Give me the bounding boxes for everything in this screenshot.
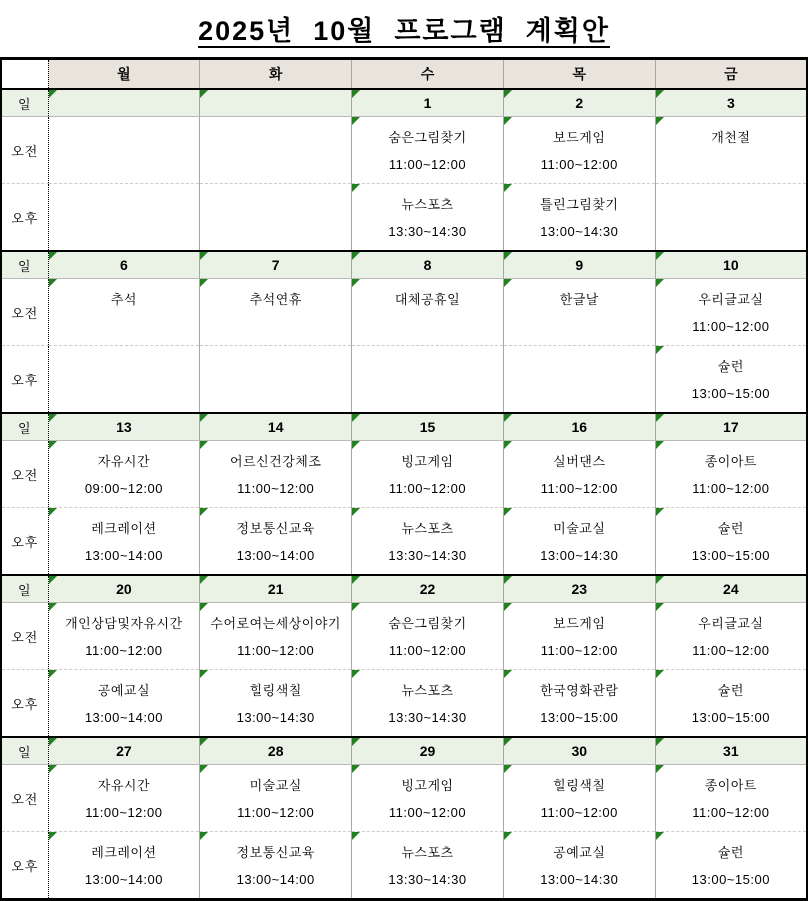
weekday-header-wed: 수 bbox=[352, 59, 504, 90]
program-cell[interactable] bbox=[48, 117, 200, 184]
day-number-cell[interactable] bbox=[655, 413, 807, 441]
row-label-day: 일 bbox=[1, 575, 48, 603]
program-name: 정보통신교육 bbox=[236, 845, 315, 860]
program-name: 레크레이션 bbox=[91, 845, 157, 860]
program-time: 11:00~12:00 bbox=[692, 319, 770, 334]
program-name: 한국영화관람 bbox=[540, 683, 619, 698]
week-1-afternoon-row bbox=[1, 184, 807, 252]
program-name: 슐런 bbox=[717, 521, 744, 536]
row-label-afternoon: 오후 bbox=[1, 346, 48, 414]
comment-marker-icon bbox=[200, 414, 208, 422]
program-cell[interactable] bbox=[503, 346, 655, 414]
program-cell[interactable] bbox=[503, 184, 655, 252]
comment-marker-icon bbox=[49, 414, 57, 422]
program-name: 보드게임 bbox=[553, 130, 606, 145]
program-time: 13:00~14:30 bbox=[540, 872, 619, 887]
program-time: 11:00~12:00 bbox=[692, 481, 770, 496]
week-2-morning-row bbox=[1, 279, 807, 346]
comment-marker-icon bbox=[49, 252, 57, 260]
program-name: 미술교실 bbox=[249, 778, 302, 793]
program-name: 뉴스포츠 bbox=[401, 845, 454, 860]
program-time: 11:00~12:00 bbox=[540, 481, 618, 496]
page-title bbox=[0, 0, 808, 57]
program-time: 11:00~12:00 bbox=[388, 805, 467, 820]
comment-marker-icon bbox=[49, 670, 57, 678]
comment-marker-icon bbox=[656, 414, 664, 422]
program-cell[interactable] bbox=[48, 832, 200, 900]
program-name: 정보통신교육 bbox=[236, 521, 315, 536]
program-cell[interactable] bbox=[655, 279, 807, 346]
program-time: 11:00~12:00 bbox=[692, 643, 770, 658]
program-cell[interactable] bbox=[503, 441, 655, 508]
program-name: 종이아트 bbox=[704, 778, 757, 793]
week-4-morning-row bbox=[1, 603, 807, 670]
weekday-header-fri: 금 bbox=[655, 59, 807, 90]
day-number-cell[interactable] bbox=[48, 575, 200, 603]
comment-marker-icon bbox=[352, 832, 360, 840]
comment-marker-icon bbox=[49, 603, 57, 611]
day-number: 30 bbox=[571, 743, 588, 759]
program-cell[interactable] bbox=[655, 117, 807, 184]
day-number: 27 bbox=[116, 743, 132, 759]
program-cell[interactable] bbox=[655, 346, 807, 414]
row-label-afternoon: 오후 bbox=[1, 184, 48, 252]
program-name: 뉴스포츠 bbox=[401, 197, 454, 212]
day-number: 24 bbox=[723, 581, 739, 597]
program-time: 13:30~14:30 bbox=[388, 224, 467, 239]
program-time: 11:00~12:00 bbox=[388, 481, 467, 496]
program-time: 13:30~14:30 bbox=[388, 548, 467, 563]
day-number: 6 bbox=[120, 257, 128, 273]
comment-marker-icon bbox=[656, 765, 664, 773]
comment-marker-icon bbox=[352, 184, 360, 192]
comment-marker-icon bbox=[504, 184, 512, 192]
program-time: 13:00~15:00 bbox=[691, 548, 770, 563]
program-name: 추석 bbox=[110, 292, 137, 307]
program-time: 11:00~12:00 bbox=[388, 643, 467, 658]
day-number-cell[interactable] bbox=[655, 89, 807, 117]
program-time: 13:30~14:30 bbox=[388, 710, 467, 725]
comment-marker-icon bbox=[656, 90, 664, 98]
program-time: 11:00~12:00 bbox=[85, 805, 163, 820]
day-number: 31 bbox=[723, 743, 739, 759]
weekday-header-row bbox=[1, 59, 807, 90]
comment-marker-icon bbox=[352, 576, 360, 584]
program-name: 슐런 bbox=[717, 845, 744, 860]
week-2-day-row bbox=[1, 251, 807, 279]
program-cell[interactable] bbox=[503, 603, 655, 670]
row-label-morning: 오전 bbox=[1, 117, 48, 184]
day-number: 7 bbox=[271, 257, 280, 273]
program-name: 종이아트 bbox=[704, 454, 757, 469]
program-name: 자유시간 bbox=[97, 778, 151, 793]
program-cell[interactable] bbox=[48, 765, 200, 832]
program-time: 11:00~12:00 bbox=[237, 805, 315, 820]
program-cell[interactable] bbox=[503, 279, 655, 346]
day-number: 3 bbox=[726, 95, 735, 111]
comment-marker-icon bbox=[656, 832, 664, 840]
comment-marker-icon bbox=[504, 90, 512, 98]
week-5-afternoon-row bbox=[1, 832, 807, 900]
program-cell[interactable] bbox=[200, 441, 352, 508]
comment-marker-icon bbox=[49, 765, 57, 773]
comment-marker-icon bbox=[200, 765, 208, 773]
program-cell[interactable] bbox=[48, 346, 200, 414]
program-name: 뉴스포츠 bbox=[401, 521, 454, 536]
comment-marker-icon bbox=[49, 90, 57, 98]
program-cell[interactable] bbox=[48, 603, 200, 670]
day-number: 2 bbox=[575, 95, 584, 111]
program-name: 우리글교실 bbox=[698, 616, 764, 631]
comment-marker-icon bbox=[504, 832, 512, 840]
program-time: 13:00~14:00 bbox=[84, 872, 163, 887]
day-number: 29 bbox=[419, 743, 436, 759]
program-time: 13:00~14:30 bbox=[540, 224, 619, 239]
row-label-afternoon: 오후 bbox=[1, 670, 48, 738]
comment-marker-icon bbox=[656, 117, 664, 125]
program-cell[interactable] bbox=[48, 441, 200, 508]
comment-marker-icon bbox=[504, 117, 512, 125]
comment-marker-icon bbox=[656, 738, 664, 746]
day-number: 16 bbox=[571, 419, 588, 435]
comment-marker-icon bbox=[200, 441, 208, 449]
comment-marker-icon bbox=[656, 441, 664, 449]
program-name: 자유시간 bbox=[97, 454, 151, 469]
program-name: 공예교실 bbox=[97, 683, 151, 698]
program-cell[interactable] bbox=[200, 346, 352, 414]
program-cell[interactable] bbox=[200, 279, 352, 346]
program-time: 13:00~14:30 bbox=[236, 710, 315, 725]
program-cell[interactable] bbox=[655, 184, 807, 252]
program-name: 추석연휴 bbox=[249, 292, 302, 307]
program-cell[interactable] bbox=[48, 670, 200, 738]
week-2-afternoon-row bbox=[1, 346, 807, 414]
day-number-cell[interactable] bbox=[655, 251, 807, 279]
comment-marker-icon bbox=[200, 670, 208, 678]
day-number: 1 bbox=[423, 95, 432, 111]
comment-marker-icon bbox=[352, 738, 360, 746]
comment-marker-icon bbox=[504, 414, 512, 422]
comment-marker-icon bbox=[352, 252, 360, 260]
comment-marker-icon bbox=[504, 576, 512, 584]
day-number-cell[interactable] bbox=[48, 413, 200, 441]
program-cell[interactable] bbox=[48, 184, 200, 252]
program-cell[interactable] bbox=[655, 508, 807, 576]
row-label-morning: 오전 bbox=[1, 765, 48, 832]
row-label-morning: 오전 bbox=[1, 603, 48, 670]
comment-marker-icon bbox=[656, 576, 664, 584]
comment-marker-icon bbox=[504, 603, 512, 611]
day-number-cell[interactable] bbox=[48, 89, 200, 117]
program-time: 11:00~12:00 bbox=[85, 643, 163, 658]
calendar-table bbox=[0, 57, 808, 901]
program-name: 뉴스포츠 bbox=[401, 683, 454, 698]
program-cell[interactable] bbox=[503, 670, 655, 738]
comment-marker-icon bbox=[656, 603, 664, 611]
comment-marker-icon bbox=[200, 279, 208, 287]
comment-marker-icon bbox=[200, 252, 208, 260]
comment-marker-icon bbox=[352, 90, 360, 98]
program-cell[interactable] bbox=[352, 765, 504, 832]
day-number-cell[interactable] bbox=[200, 737, 352, 765]
weekday-header-tue: 화 bbox=[200, 59, 352, 90]
program-cell[interactable] bbox=[200, 508, 352, 576]
program-cell[interactable] bbox=[352, 832, 504, 900]
comment-marker-icon bbox=[352, 670, 360, 678]
week-3-morning-row bbox=[1, 441, 807, 508]
program-cell[interactable] bbox=[352, 279, 504, 346]
program-time: 13:00~15:00 bbox=[691, 710, 770, 725]
week-4-day-row bbox=[1, 575, 807, 603]
program-cell[interactable] bbox=[200, 832, 352, 900]
comment-marker-icon bbox=[352, 117, 360, 125]
day-number: 15 bbox=[419, 419, 436, 435]
program-time: 11:00~12:00 bbox=[388, 157, 467, 172]
program-name: 숨은그림찾기 bbox=[388, 616, 467, 631]
day-number: 14 bbox=[267, 419, 284, 435]
comment-marker-icon bbox=[49, 279, 57, 287]
comment-marker-icon bbox=[352, 414, 360, 422]
day-number-cell[interactable] bbox=[655, 575, 807, 603]
day-number: 22 bbox=[419, 581, 436, 597]
program-name: 실버댄스 bbox=[553, 454, 606, 469]
program-name: 수어로여는세상이야기 bbox=[210, 616, 341, 631]
comment-marker-icon bbox=[352, 765, 360, 773]
comment-marker-icon bbox=[200, 832, 208, 840]
day-number: 13 bbox=[116, 419, 132, 435]
comment-marker-icon bbox=[352, 508, 360, 516]
comment-marker-icon bbox=[49, 441, 57, 449]
comment-marker-icon bbox=[49, 738, 57, 746]
row-label-day: 일 bbox=[1, 251, 48, 279]
comment-marker-icon bbox=[656, 346, 664, 354]
day-number-cell[interactable] bbox=[200, 575, 352, 603]
program-cell[interactable] bbox=[503, 508, 655, 576]
program-name: 빙고게임 bbox=[401, 454, 454, 469]
program-cell[interactable] bbox=[352, 508, 504, 576]
program-time: 11:00~12:00 bbox=[540, 643, 618, 658]
program-cell[interactable] bbox=[503, 832, 655, 900]
comment-marker-icon bbox=[352, 279, 360, 287]
row-label-day: 일 bbox=[1, 737, 48, 765]
program-time: 11:00~12:00 bbox=[237, 643, 315, 658]
comment-marker-icon bbox=[504, 670, 512, 678]
program-time: 13:30~14:30 bbox=[388, 872, 467, 887]
day-number-cell[interactable] bbox=[48, 737, 200, 765]
day-number: 28 bbox=[267, 743, 284, 759]
comment-marker-icon bbox=[200, 603, 208, 611]
comment-marker-icon bbox=[200, 738, 208, 746]
program-name: 빙고게임 bbox=[401, 778, 454, 793]
comment-marker-icon bbox=[504, 279, 512, 287]
program-name: 어르신건강체조 bbox=[229, 454, 322, 469]
program-name: 개천절 bbox=[711, 130, 751, 145]
program-time: 13:00~14:00 bbox=[84, 710, 163, 725]
program-name: 레크레이션 bbox=[91, 521, 157, 536]
day-number-cell[interactable] bbox=[503, 575, 655, 603]
program-name: 공예교실 bbox=[553, 845, 606, 860]
row-label-afternoon: 오후 bbox=[1, 508, 48, 576]
comment-marker-icon bbox=[656, 279, 664, 287]
program-cell[interactable] bbox=[200, 603, 352, 670]
day-number-cell[interactable] bbox=[503, 737, 655, 765]
day-number-cell[interactable] bbox=[503, 413, 655, 441]
comment-marker-icon bbox=[504, 252, 512, 260]
day-number-cell[interactable] bbox=[352, 413, 504, 441]
day-number: 8 bbox=[423, 257, 432, 273]
program-name: 개인상담및자유시간 bbox=[65, 616, 183, 631]
day-number-cell[interactable] bbox=[503, 89, 655, 117]
program-time: 11:00~12:00 bbox=[540, 157, 618, 172]
program-name: 힐링색칠 bbox=[249, 683, 302, 698]
program-time: 13:00~15:00 bbox=[540, 710, 619, 725]
program-cell[interactable] bbox=[200, 117, 352, 184]
program-time: 13:00~14:00 bbox=[84, 548, 163, 563]
day-number: 17 bbox=[723, 419, 739, 435]
program-cell[interactable] bbox=[200, 184, 352, 252]
day-number-cell[interactable] bbox=[200, 251, 352, 279]
day-number: 9 bbox=[575, 257, 584, 273]
week-1-day-row bbox=[1, 89, 807, 117]
program-name: 미술교실 bbox=[553, 521, 606, 536]
page-title-text: 2025년 10월 프로그램 계획안 bbox=[198, 16, 610, 46]
day-number: 10 bbox=[723, 257, 739, 273]
comment-marker-icon bbox=[504, 441, 512, 449]
program-cell[interactable] bbox=[200, 670, 352, 738]
program-time: 11:00~12:00 bbox=[540, 805, 618, 820]
program-cell[interactable] bbox=[352, 184, 504, 252]
program-time: 09:00~12:00 bbox=[84, 481, 163, 496]
day-number: 21 bbox=[267, 581, 284, 597]
row-label-morning: 오전 bbox=[1, 279, 48, 346]
comment-marker-icon bbox=[504, 508, 512, 516]
week-3-afternoon-row bbox=[1, 508, 807, 576]
program-name: 우리글교실 bbox=[698, 292, 764, 307]
program-name: 숨은그림찾기 bbox=[388, 130, 467, 145]
program-cell[interactable] bbox=[655, 832, 807, 900]
row-label-afternoon: 오후 bbox=[1, 832, 48, 900]
comment-marker-icon bbox=[352, 441, 360, 449]
program-cell[interactable] bbox=[48, 279, 200, 346]
program-time: 13:00~15:00 bbox=[691, 386, 770, 401]
program-time: 13:00~15:00 bbox=[691, 872, 770, 887]
program-cell[interactable] bbox=[352, 117, 504, 184]
comment-marker-icon bbox=[49, 576, 57, 584]
program-cell[interactable] bbox=[48, 508, 200, 576]
program-cell[interactable] bbox=[503, 765, 655, 832]
weekday-header-mon: 월 bbox=[48, 59, 200, 90]
comment-marker-icon bbox=[504, 738, 512, 746]
comment-marker-icon bbox=[49, 832, 57, 840]
program-time: 13:00~14:30 bbox=[540, 548, 619, 563]
corner-cell bbox=[1, 59, 48, 90]
program-name: 대체공휴일 bbox=[394, 292, 461, 307]
program-cell[interactable] bbox=[655, 441, 807, 508]
comment-marker-icon bbox=[200, 508, 208, 516]
week-3-day-row bbox=[1, 413, 807, 441]
weekday-header-thu: 목 bbox=[503, 59, 655, 90]
week-1-morning-row bbox=[1, 117, 807, 184]
comment-marker-icon bbox=[504, 765, 512, 773]
comment-marker-icon bbox=[656, 252, 664, 260]
comment-marker-icon bbox=[200, 90, 208, 98]
program-time: 11:00~12:00 bbox=[237, 481, 315, 496]
program-name: 틀린그림찾기 bbox=[540, 197, 619, 212]
program-cell[interactable] bbox=[655, 603, 807, 670]
program-cell[interactable] bbox=[655, 765, 807, 832]
program-time: 13:00~14:00 bbox=[236, 548, 315, 563]
day-number-cell[interactable] bbox=[352, 737, 504, 765]
day-number-cell[interactable] bbox=[48, 251, 200, 279]
day-number-cell[interactable] bbox=[352, 251, 504, 279]
program-cell[interactable] bbox=[200, 765, 352, 832]
day-number-cell[interactable] bbox=[352, 89, 504, 117]
comment-marker-icon bbox=[352, 603, 360, 611]
day-number-cell[interactable] bbox=[655, 737, 807, 765]
day-number-cell[interactable] bbox=[352, 575, 504, 603]
day-number-cell[interactable] bbox=[200, 413, 352, 441]
week-4-afternoon-row bbox=[1, 670, 807, 738]
row-label-day: 일 bbox=[1, 89, 48, 117]
row-label-morning: 오전 bbox=[1, 441, 48, 508]
day-number: 23 bbox=[571, 581, 588, 597]
program-name: 보드게임 bbox=[553, 616, 606, 631]
program-cell[interactable] bbox=[503, 117, 655, 184]
program-name: 슐런 bbox=[717, 359, 744, 374]
program-cell[interactable] bbox=[352, 670, 504, 738]
program-time: 11:00~12:00 bbox=[692, 805, 770, 820]
comment-marker-icon bbox=[656, 670, 664, 678]
comment-marker-icon bbox=[200, 576, 208, 584]
program-cell[interactable] bbox=[352, 603, 504, 670]
program-name: 슐런 bbox=[717, 683, 744, 698]
program-cell[interactable] bbox=[352, 441, 504, 508]
program-time: 13:00~14:00 bbox=[236, 872, 315, 887]
program-cell[interactable] bbox=[352, 346, 504, 414]
day-number-cell[interactable] bbox=[200, 89, 352, 117]
program-cell[interactable] bbox=[655, 670, 807, 738]
row-label-day: 일 bbox=[1, 413, 48, 441]
day-number: 20 bbox=[116, 581, 132, 597]
week-5-morning-row bbox=[1, 765, 807, 832]
comment-marker-icon bbox=[656, 508, 664, 516]
week-5-day-row bbox=[1, 737, 807, 765]
day-number-cell[interactable] bbox=[503, 251, 655, 279]
comment-marker-icon bbox=[49, 508, 57, 516]
program-name: 한글날 bbox=[559, 292, 599, 307]
program-name: 힐링색칠 bbox=[553, 778, 606, 793]
